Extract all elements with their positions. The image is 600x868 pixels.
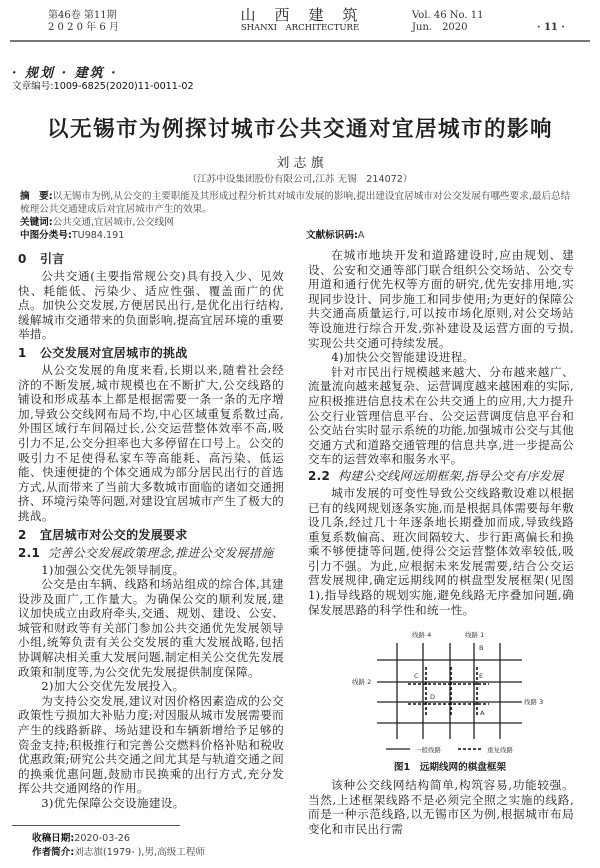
- volume-info-en: [412, 10, 483, 34]
- right-column: [308, 248, 574, 617]
- volume-issue: 第46卷 第11期: [48, 10, 117, 21]
- abstract: [20, 190, 578, 216]
- section-title: 引言: [40, 252, 65, 266]
- legend-general-label: 一般线路: [415, 746, 441, 754]
- received-date: [32, 832, 130, 845]
- label-d: D: [430, 693, 436, 701]
- figure-caption: 图1 远期线网的棋盘框架: [393, 762, 507, 773]
- section-0-heading: [18, 250, 284, 268]
- label-line-3: 线路 3: [524, 698, 544, 706]
- paragraph: 公共交通(主要指常规公交)具有投入少、见效快、耗能低、污染少、适应性强、覆盖面广的优点。加快公交发展,方便居民出行,是优化出行结构,缓解城市交通带来的负面影响,提高宜居环境的重要举措。: [18, 269, 284, 342]
- section-1-heading: [18, 344, 284, 362]
- page-number: · 11 ·: [537, 22, 565, 33]
- section-title: 完善公交发展政策理念,推进公交发展措施: [48, 545, 274, 560]
- legend-repeat-label: 重复线路: [487, 746, 513, 754]
- section-2-2-heading: [308, 468, 574, 485]
- classification: [20, 229, 124, 242]
- paragraph: 为支持公交发展,建议对因价格因素造成的公交政策性亏损加大补贴力度;对因服从城市发展需要而产生的线路新辟、场站建设和车辆新增给予足够的资金支持;积极推行和完善公交燃料价格补贴和税收优惠政策;研究公共交通之间尤其是与轨道交通之间的换乘优惠问题,鼓励市民换乘的出行方式,充分发挥公共交通网络的作用。: [18, 693, 284, 796]
- keywords: [20, 216, 174, 229]
- author-name: 刘 志 旗: [276, 156, 324, 171]
- issue-info: [48, 10, 119, 34]
- footnote-rule: [12, 825, 180, 826]
- received-value: 2020-03-26: [74, 833, 130, 844]
- doc-code-label: 文献标识码:: [306, 230, 358, 241]
- list-item-heading: 1)加强公交优先领导制度。: [41, 562, 185, 577]
- paragraph: 城市发展的可变性导致公交线路敷设难以根据已有的线网规划逐条实施,而是根据具体需要每年敷设几条,经过几十年逐条地长期叠加而成,导致线路重复系数偏高、班次间隔较大、步行距离偏长和换乘不够便捷等问题,使得公交运营整体效率较低,吸引力不强。为此,应根据未来发展需要,结合公交运营发展规律,确定远期线网的棋盘型发展框架(见图1),指导线路的规划实施,避免线路无序叠加问题,确保发展思路的科学性和统一性。: [308, 485, 574, 617]
- list-item-heading: 2)加大公交优先发展投入。: [41, 679, 185, 694]
- header-rule: [10, 40, 590, 42]
- journal-name-en: SHANXI ARCHITECTURE: [240, 23, 360, 33]
- volume-en: Vol. 46 No. 11: [412, 10, 484, 21]
- abstract-label: 摘 要:: [20, 191, 53, 202]
- section-title: 构建公交线网远期框架,指导公交有序发展: [338, 468, 564, 483]
- paragraph: 在城市地块开发和道路建设时,应由规划、建设、公安和交通等部门联合组织公交场站、公交专用道和通行优先权等方面的研究,优先安排用地,实现同步设计、同步施工和同步使用;为更好的保障公共交通高质量运行,可以按市场化原则,对公交场站等设施进行综合开发,弥补建设及运营方面的亏损,实现公共交通可持续发展。: [308, 248, 574, 350]
- keywords-text: 公共交通,宜居城市,公交线网: [52, 217, 174, 228]
- section-title: 公交发展对宜居城市的挑战: [40, 345, 188, 360]
- label-line-2: 线路 2: [352, 678, 372, 686]
- section-2-heading: [18, 526, 284, 544]
- label-line-1: 线路 1: [465, 631, 485, 639]
- author-affiliation: （江苏中设集团股份有限公司,江苏 无锡 214072）: [187, 174, 413, 185]
- label-line-4: 线路 4: [412, 631, 432, 639]
- issue-date: 2 0 2 0 年 6 月: [48, 22, 119, 33]
- list-item-heading: 4)加快公交智能建设进程。: [331, 350, 475, 365]
- date-en: Jun. 2020: [412, 22, 468, 33]
- paragraph: 公交是由车辆、线路和场站组成的综合体,其建设涉及面广,工作量大。为确保公交的顺利发展,建议加快成立由政府牵头,交通、规划、建设、公安、城管和财政等有关部门参加公共交通优先发展领导小组,统筹负责有关公交发展的重大发展战略,包括协调解决相关重大发展问题,制定相关公交优先发展政策和制度等,为公交优先发展提供制度保障。: [18, 577, 284, 679]
- section-number: 2: [18, 527, 27, 542]
- keywords-label: 关键词:: [20, 217, 53, 228]
- general-routes: [377, 643, 522, 739]
- section-number: 2.2: [308, 468, 331, 483]
- section-2-1-heading: [18, 545, 284, 562]
- article-title: 以无锡市为例探讨城市公共交通对宜居城市的影响: [46, 117, 553, 142]
- abstract-text: 以无锡市为例,从公交的主要职能及其形成过程分析其对城市发展的影响,提出建设宜居城市对公交发展有哪些要求,最后总结梳理公共交通建成后对宜居城市产生的效果。: [20, 191, 571, 215]
- figure-grid-network: [300, 620, 600, 762]
- document-code: [306, 229, 364, 242]
- label-e: E: [479, 672, 484, 680]
- bio-label: 作者简介:: [32, 847, 75, 858]
- paragraph: 该种公交线网结构简单,构筑容易,功能较强。当然,上述框架线路不是必须完全照之实施的线路,而是一种示范线路,以无锡市区为例,根据城市布局变化和市民出行需: [308, 778, 574, 836]
- section-title: 宜居城市对公交的发展要求: [40, 527, 188, 542]
- repeat-routes: [408, 667, 489, 717]
- label-b: B: [479, 644, 484, 652]
- section-number: 2.1: [18, 545, 41, 560]
- paragraph: 从公交发展的角度来看,长期以来,随着社会经济的不断发展,城市规模也在不断扩大,公交线路的铺设和形成基本上都是根据需要一条一条的无序增加,导致公交线网布局不均,中心区域重复系数过高,外围区域行车间隔过长,公交运营整体效率不高,吸引力不足,公交分担率也大多停留在口号上。公交的吸引力不足使得私家车等高能耗、高污染、低运能、快速便捷的个体交通成为部分居民出行的首选方式,从而带来了当前大多数城市面临的诸如交通拥挤、环境污染等问题,对建设宜居城市产生了极大的挑战。: [18, 362, 284, 523]
- doc-code: A: [357, 230, 365, 241]
- section-number: 1: [18, 345, 27, 360]
- journal-name: [200, 7, 400, 33]
- section-number: 0: [18, 252, 27, 266]
- list-item-heading: 3)优先保障公交设施建设。: [41, 796, 185, 810]
- label-c: C: [414, 672, 419, 680]
- clc-code: TU984.191: [71, 230, 125, 241]
- clc-label: 中图分类号:: [20, 230, 72, 241]
- bio-value: 刘志旗(1979- ),男,高级工程师: [74, 847, 206, 858]
- section-label: · 规划 · 建筑 ·: [12, 66, 118, 81]
- article-id: 文章编号:1009-6825(2020)11-0011-02: [12, 81, 194, 92]
- label-a: A: [480, 709, 485, 717]
- paragraph: 针对市民出行规模越来越大、分布越来越广、流量流向越来越复杂、运营调度越来越困难的实际,应积极推进信息技术在公共交通上的应用,大力提升公交行业管理信息平台、公交运营调度信息平台和公交站台实时显示系统的功能,加强城市公交与其他交通方式和道路交通管理的信息共享,进一步提高公交车的运营效率和服务水平。: [308, 364, 574, 467]
- left-column: [18, 248, 284, 811]
- right-column-continued: [308, 778, 574, 836]
- received-label: 收稿日期:: [32, 833, 75, 844]
- journal-name-cn: 山 西 建 筑: [240, 6, 360, 24]
- author-bio: [32, 846, 205, 859]
